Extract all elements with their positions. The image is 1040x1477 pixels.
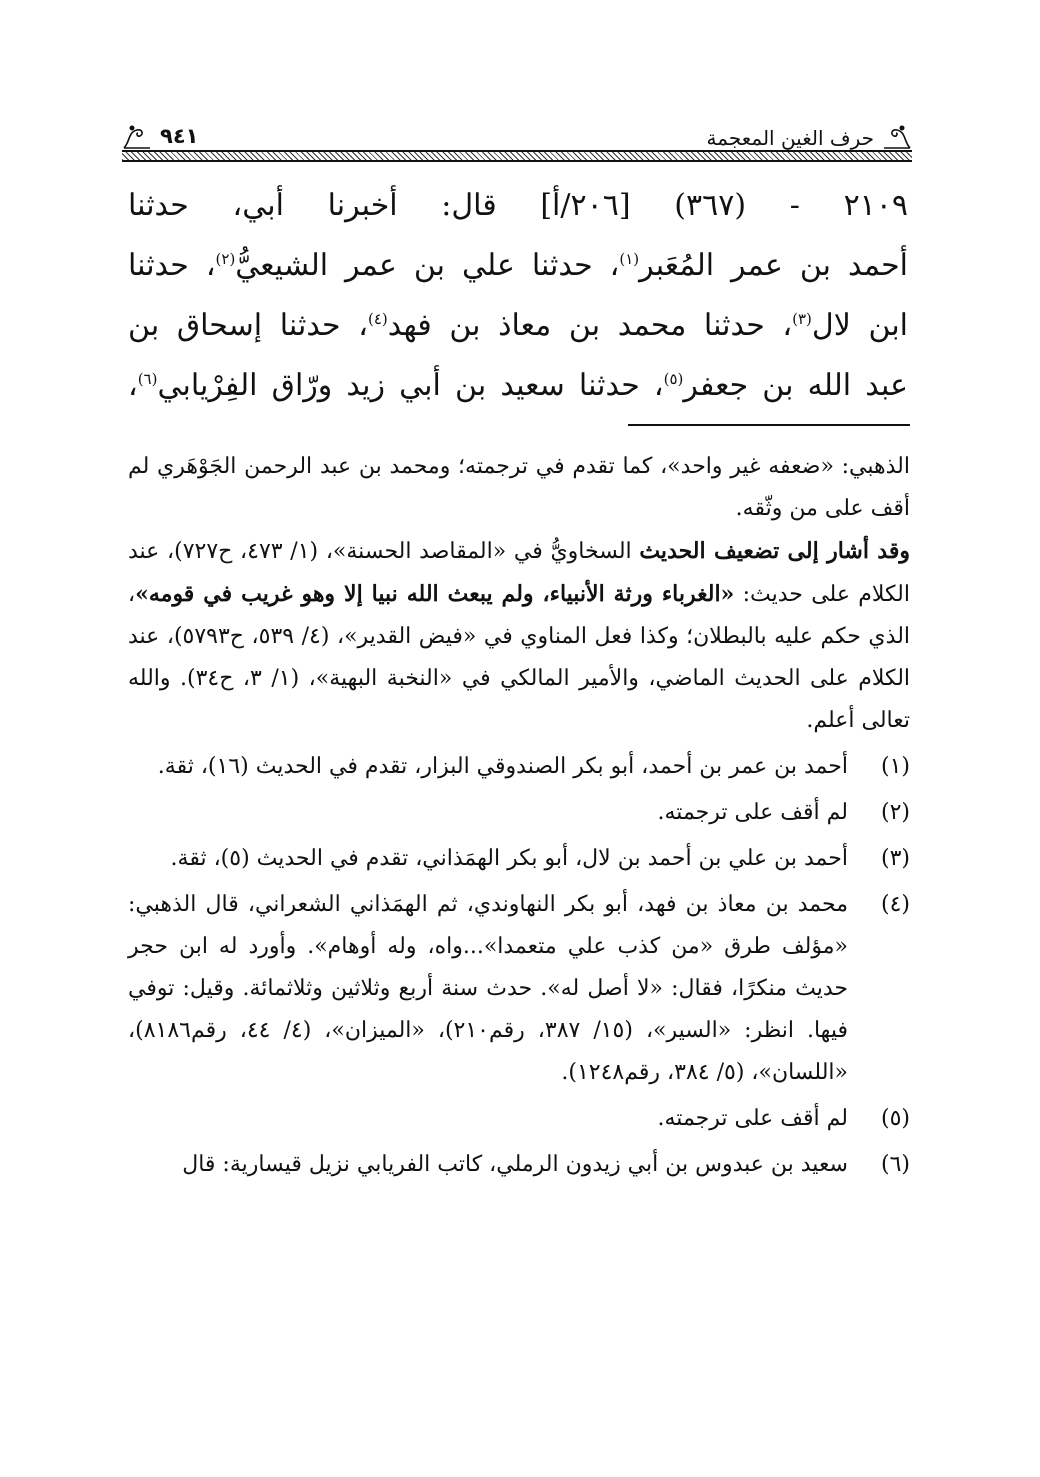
chapter-title: حرف الغين المعجمة [706,126,874,150]
text-run: ابن لال [811,308,908,343]
footnote-number: (٢) [880,800,910,825]
footnote-item [128,746,910,788]
footnote-paragraph [128,530,910,742]
footnote-ref[interactable]: (٥) [663,370,684,388]
footnote-text: أحمد بن عمر بن أحمد، أبو بكر الصندوقي البزار، تقدم في الحديث (١٦)، ثقة. [157,754,848,779]
footnote-number: (١) [880,754,910,779]
text-run: عبد الله بن جعفر [683,368,908,403]
footnote-text: سعيد بن عبدوس بن أبي زيدون الرملي، كاتب الفريابي نزيل قيسارية: قال [182,1152,848,1177]
bold-text: وقد أشار إلى تضعيف الحديث [639,538,910,564]
footnotes [128,446,910,1186]
hadith-line: ٢١٠٩ - (٣٦٧) [٢٠٦/أ] قال: أخبرنا أبي، حدثنا [128,188,909,223]
footnote-text: لم أقف على ترجمته. [657,1106,848,1131]
text-run: السخاويُّ في «المقاصد الحسنة»، (١/ ٤٧٣، ح٧٢٧)، عند الكلام على حديث: [128,539,910,607]
text-run: ، حدثنا إسحاق بن [128,308,368,343]
running-header [122,122,912,152]
bold-quote: «الغرباء ورثة الأنبياء، ولم يبعث الله نبيا إلا وهو غريب في قومه» [135,581,735,607]
text-run: ، [128,368,138,403]
footnote-number: (٥) [880,1106,910,1131]
hadith-line [128,236,908,296]
footnote-text: أحمد بن علي بن أحمد بن لال، أبو بكر الهمَذاني، تقدم في الحديث (٥)، ثقة. [170,846,848,871]
footnote-item [128,884,910,1094]
footnote-item [128,1144,910,1186]
footnote-text: لم أقف على ترجمته. [657,800,848,825]
footnote-ref[interactable]: (١) [619,250,640,268]
text-run: ، حدثنا علي بن عمر الشيعيُّ [235,248,620,283]
footnote-item [128,838,910,880]
footnote-ref[interactable]: (٣) [792,310,812,328]
footnote-item [128,1098,910,1140]
footnote-number: (٣) [880,846,910,871]
text-run: أحمد بن عمر المُعَبر [639,248,908,283]
footnote-number: (٤) [880,892,910,917]
footnote-separator [628,424,910,426]
footnote-item [128,792,910,834]
hadith-line [128,356,908,416]
footnote-text: محمد بن معاذ بن فهد، أبو بكر النهاوندي، ثم الهمَذاني الشعراني، قال الذهبي: «مؤلف طرق «من كذب علي متعمدا»...واه، وله أوهام». وأورد له ابن حجر حديث منكرًا، فقال: «لا أصل له». حدث سنة أربع وثلاثين وثلاثمائة. وقيل: توفي فيها. انظر: «السير»، (١٥/ ٣٨٧، رقم٢١٠)، «الميزان»، (٤/ ٤٤، رقم٨١٨٦)، «اللسان»، (٥/ ٣٨٤، رقم١٢٤٨). [128,892,848,1085]
page-number: ٩٤١ [160,124,199,148]
footnote-continuation: الذهبي: «ضعفه غير واحد»، كما تقدم في ترجمته؛ ومحمد بن عبد الرحمن الجَوْهَري لم أقف على من وثّقه. [128,454,910,521]
floral-ornament-icon [882,124,912,150]
footnote-number: (٦) [880,1152,910,1177]
footnote-ref[interactable]: (٤) [367,310,388,328]
hadith-text [128,176,908,416]
text-run: ، حدثنا محمد بن معاذ بن فهد [387,308,793,343]
text-run: ، حدثنا سعيد بن أبي زيد ورّاق الفِرْيابي [157,368,664,403]
hadith-line [128,296,908,356]
footnote-ref[interactable]: (٢) [215,250,236,268]
text-run: ، الذي حكم عليه بالبطلان؛ وكذا فعل المناوي في «فيض القدير»، (٤/ ٥٣٩، ح٥٧٩٣)، عند الكلام على الحديث الماضي، والأمير المالكي في «النخبة البهية»، (١/ ٣، ح٣٤). والله تعالى أعلم. [128,582,911,733]
text-run: ، حدثنا [128,248,216,283]
header-rule [122,150,912,162]
footnote-ref[interactable]: (٦) [137,370,158,388]
floral-ornament-icon [122,124,152,150]
